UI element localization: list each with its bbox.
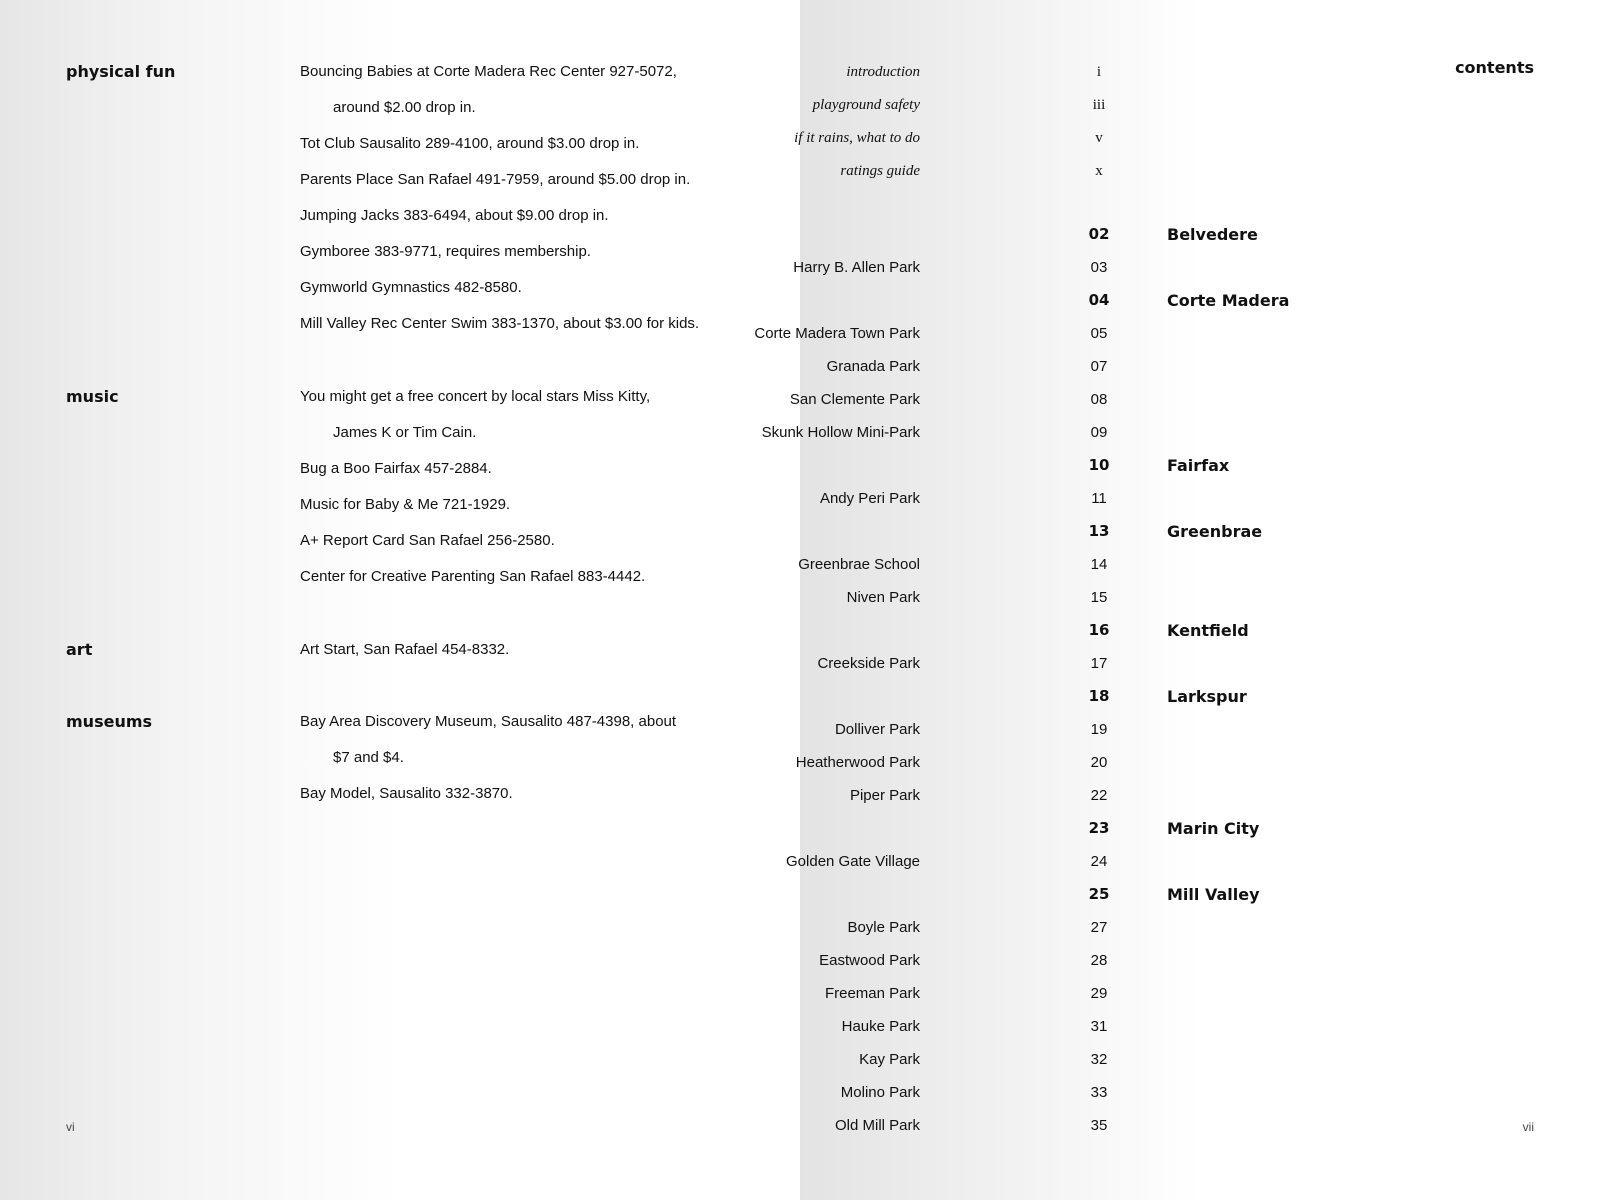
toc-park-name: Eastwood Park <box>819 952 920 969</box>
toc-park-name: Boyle Park <box>847 919 920 936</box>
toc-page-number: 29 <box>1090 985 1108 1002</box>
toc-page-number: i <box>1096 64 1102 80</box>
list-item <box>300 632 780 668</box>
toc-park-name: Freeman Park <box>824 985 920 1002</box>
entry-text: Mill Valley Rec Center Swim 383-1370, about $3.00 for kids. <box>300 315 700 332</box>
toc-page-number: v <box>1095 130 1103 146</box>
toc-park-row <box>798 548 1460 581</box>
toc-park-name: Creekside Park <box>817 655 920 672</box>
toc-front-matter-row <box>812 89 1460 122</box>
entry-text: Jumping Jacks 383-6494, about $9.00 drop in. <box>300 207 609 224</box>
toc-page-number: 27 <box>1090 919 1108 936</box>
toc-page-number: 20 <box>1090 754 1108 771</box>
entry-text: Gymboree 383-9771, requires membership. <box>300 243 591 260</box>
toc-town-name: Belvedere <box>1167 225 1258 244</box>
entry-list <box>300 379 780 595</box>
toc-park-name: Greenbrae School <box>798 556 920 573</box>
toc-front-matter-row <box>794 122 1460 155</box>
toc-park-name: Harry B. Allen Park <box>793 259 920 276</box>
entry-text: Bug a Boo Fairfax 457-2884. <box>300 460 492 477</box>
toc-page-number: iii <box>1092 97 1106 113</box>
toc-park-row <box>754 317 1460 350</box>
toc-park-name: Molino Park <box>840 1084 920 1101</box>
entry-text: A+ Report Card San Rafael 256-2580. <box>300 532 555 549</box>
toc-page-number: 05 <box>1090 325 1108 342</box>
toc-park-name: Golden Gate Village <box>786 853 920 870</box>
toc-park-name: Andy Peri Park <box>819 490 920 507</box>
toc-page-number: 23 <box>1088 819 1110 837</box>
list-item <box>300 523 780 559</box>
toc-town-row <box>820 878 1460 911</box>
toc-page-number: 24 <box>1090 853 1108 870</box>
toc-page-number: 32 <box>1090 1051 1108 1068</box>
toc-page-number: 09 <box>1090 424 1108 441</box>
toc-park-row <box>820 944 1460 977</box>
toc-park-name: Granada Park <box>826 358 920 375</box>
toc-page-number: 14 <box>1090 556 1108 573</box>
toc-park-row <box>820 1109 1460 1142</box>
toc-town-name: Mill Valley <box>1167 885 1260 904</box>
toc-park-row <box>793 251 1460 284</box>
toc-page-number: 04 <box>1088 291 1110 309</box>
toc-page-number: 18 <box>1088 687 1110 705</box>
toc-park-name: Hauke Park <box>841 1018 920 1035</box>
toc-town-name: Corte Madera <box>1167 291 1290 310</box>
toc-park-row <box>795 746 1460 779</box>
list-item <box>300 379 780 451</box>
entry-text-continued: around $2.00 drop in. <box>333 99 476 116</box>
entry-list <box>300 704 780 812</box>
toc-front-matter-title: if it rains, what to do <box>794 130 920 146</box>
page-number-left: vi <box>66 1120 75 1134</box>
entry-text: Bouncing Babies at Corte Madera Rec Center 927-5072, <box>300 63 677 80</box>
entry-text: Art Start, San Rafael 454-8332. <box>300 641 510 658</box>
list-item <box>300 776 780 812</box>
toc-park-row <box>820 977 1460 1010</box>
toc-front-matter-title: playground safety <box>812 97 920 113</box>
toc-page-number: 19 <box>1090 721 1108 738</box>
list-item <box>300 704 780 776</box>
toc-town-row <box>820 614 1460 647</box>
entry-text: Center for Creative Parenting San Rafael 883-4442. <box>300 568 646 585</box>
page-number-right: vii <box>1522 1120 1534 1134</box>
entry-text: Gymworld Gymnastics 482-8580. <box>300 279 522 296</box>
entry-text-continued: $7 and $4. <box>333 749 404 766</box>
toc-town-row <box>820 218 1460 251</box>
list-item <box>300 306 780 342</box>
toc-town-row <box>820 284 1460 317</box>
toc-page-number: 16 <box>1088 621 1110 639</box>
toc-page-number: 28 <box>1090 952 1108 969</box>
toc-park-row <box>820 911 1460 944</box>
toc-park-name: Dolliver Park <box>834 721 920 738</box>
toc-park-row <box>820 581 1460 614</box>
toc-front-matter-row <box>820 155 1460 188</box>
list-item <box>300 198 780 234</box>
toc-park-name: San Clemente Park <box>789 391 920 408</box>
entry-list <box>300 632 780 668</box>
toc-page-number: 07 <box>1090 358 1108 375</box>
list-item <box>300 126 780 162</box>
list-item <box>300 162 780 198</box>
toc-park-row <box>786 845 1460 878</box>
toc-park-row <box>820 1043 1460 1076</box>
list-item <box>300 270 780 306</box>
toc-page-number: 33 <box>1090 1084 1108 1101</box>
toc-park-row <box>820 482 1460 515</box>
list-item <box>300 234 780 270</box>
toc-front-matter-title: introduction <box>846 64 920 80</box>
toc-town-name: Fairfax <box>1167 456 1230 475</box>
toc-park-name: Piper Park <box>849 787 920 804</box>
toc-page-number: 03 <box>1090 259 1108 276</box>
section-label: physical fun <box>66 62 176 81</box>
toc-park-row <box>820 713 1460 746</box>
toc-town-name: Kentfield <box>1167 621 1249 640</box>
toc-front-matter-row <box>820 56 1460 89</box>
toc-park-row <box>761 416 1460 449</box>
toc-park-row <box>817 647 1460 680</box>
toc-town-row <box>820 680 1460 713</box>
toc-park-row <box>789 383 1460 416</box>
toc-page-number: 13 <box>1088 522 1110 540</box>
list-item <box>300 559 780 595</box>
list-item <box>300 487 780 523</box>
entry-text: Tot Club Sausalito 289-4100, around $3.00 drop in. <box>300 135 640 152</box>
toc-park-row <box>820 1010 1460 1043</box>
toc-page-number: 11 <box>1091 490 1107 507</box>
section-label: museums <box>66 712 153 731</box>
toc-town-row <box>820 812 1460 845</box>
toc-page-number: 08 <box>1090 391 1108 408</box>
toc-town-row <box>820 515 1460 548</box>
toc-front-matter-title: ratings guide <box>840 163 920 179</box>
toc-park-row <box>820 779 1460 812</box>
toc-page-number: 35 <box>1090 1117 1108 1134</box>
toc-page-number: 15 <box>1090 589 1108 606</box>
toc-page-number: 17 <box>1090 655 1108 672</box>
toc-page-number: 25 <box>1088 885 1110 903</box>
section-label: art <box>66 640 93 659</box>
toc-town-name: Marin City <box>1167 819 1260 838</box>
entry-text-continued: James K or Tim Cain. <box>333 424 477 441</box>
entry-text: Bay Area Discovery Museum, Sausalito 487-4398, about <box>300 713 677 730</box>
toc-page-number: 22 <box>1090 787 1108 804</box>
toc-park-name: Corte Madera Town Park <box>754 325 920 342</box>
toc-page-number: 02 <box>1088 225 1110 243</box>
toc-page-number: 10 <box>1088 456 1110 474</box>
toc-park-name: Niven Park <box>846 589 920 606</box>
toc-park-name: Heatherwood Park <box>795 754 920 771</box>
toc-park-name: Kay Park <box>859 1051 920 1068</box>
toc-park-name: Old Mill Park <box>834 1117 920 1134</box>
list-item <box>300 451 780 487</box>
toc-page-number: 31 <box>1090 1018 1108 1035</box>
list-item <box>300 54 780 126</box>
entry-text: Bay Model, Sausalito 332-3870. <box>300 785 513 802</box>
toc-park-row <box>820 350 1460 383</box>
toc-town-name: Larkspur <box>1167 687 1247 706</box>
toc-town-name: Greenbrae <box>1167 522 1263 541</box>
entry-text: Music for Baby & Me 721-1929. <box>300 496 511 513</box>
contents-heading: contents <box>1455 58 1534 77</box>
entry-text: Parents Place San Rafael 491-7959, around $5.00 drop in. <box>300 171 691 188</box>
toc-town-row <box>820 449 1460 482</box>
toc-park-name: Skunk Hollow Mini-Park <box>761 424 920 441</box>
entry-text: You might get a free concert by local stars Miss Kitty, <box>300 388 651 405</box>
entry-list <box>300 54 780 342</box>
toc-page-number: x <box>1095 163 1103 179</box>
section-label: music <box>66 387 119 406</box>
toc-park-row <box>820 1076 1460 1109</box>
